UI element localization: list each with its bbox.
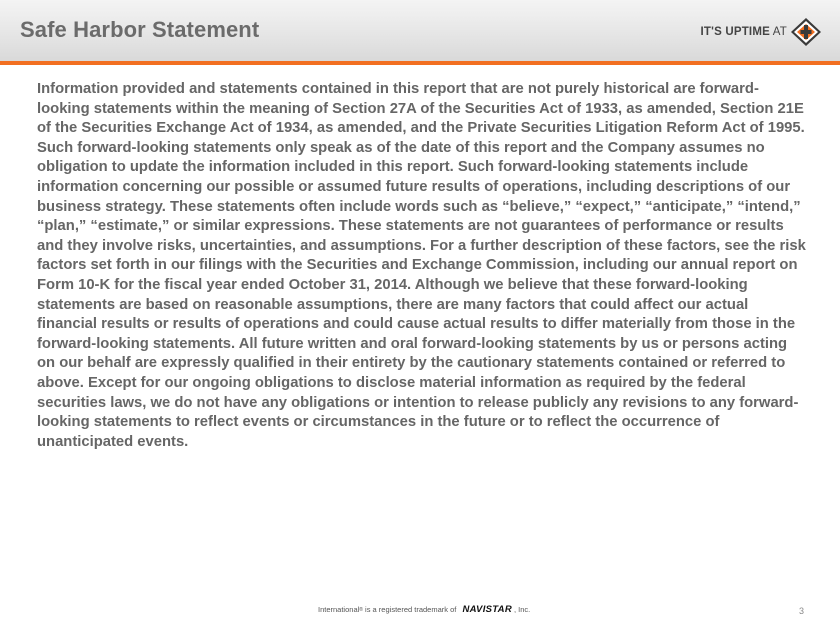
logo-tagline-suffix: AT <box>772 26 787 38</box>
registered-mark: ® <box>359 606 363 613</box>
header-accent-rule <box>0 61 840 65</box>
safe-harbor-paragraph: Information provided and statements contained in this report that are not purely historical are forward-looking statements within the meaning of Section 27A of the Securities Act of 1933, as amended, Section 21E of the Securities Exchange Act of 1934, as amended, and the Private Securities Litigation Reform Act of 1995. Such forward-looking statements only speak as of the date of this report and the Company assumes no obligation to update the information included in this report. Such forward-looking statements include information concerning our possible or assumed future results of operations, including descriptions of our business strategy. These statements often include words such as “believe,” “expect,” “anticipate,” “intend,” “plan,” “estimate,” or similar expressions. These statements are not guarantees of performance or results and they involve risks, uncertainties, and assumptions. For a further description of these factors, see the risk factors set forth in our filings with the Securities and Exchange Commission, including our annual report on Form 10-K for the fiscal year ended October 31, 2014. Although we believe that these forward-looking statements are based on reasonable assumptions, there are many factors that could affect our actual financial results or results of operations and could cause actual results to differ materially from those in the forward-looking statements. All future written and oral forward-looking statements by us or persons acting on our behalf are expressly qualified in their entirety by the cautionary statements contained or referred to above. Except for our ongoing obligations to disclose material information as required by the federal securities laws, we do not have any obligations or intention to release publicly any revisions to any forward-looking statements to reflect events or circumstances in the future or to reflect the occurrence of unanticipated events. <box>37 81 806 450</box>
brand-logo <box>701 17 822 47</box>
trademark-notice <box>318 604 530 615</box>
navistar-logo: NAVISTAR <box>462 604 512 615</box>
logo-tagline-prefix: IT'S UPTIME <box>700 26 770 38</box>
international-diamond-logo-icon <box>790 17 822 47</box>
trademark-prefix: International <box>318 605 360 614</box>
logo-tagline <box>701 26 787 38</box>
header-bar <box>0 0 840 61</box>
page-number: 3 <box>798 606 804 616</box>
page-title: Safe Harbor Statement <box>20 17 260 42</box>
trademark-suffix: , Inc. <box>514 605 531 614</box>
trademark-middle: is a registered trademark of <box>362 605 459 614</box>
